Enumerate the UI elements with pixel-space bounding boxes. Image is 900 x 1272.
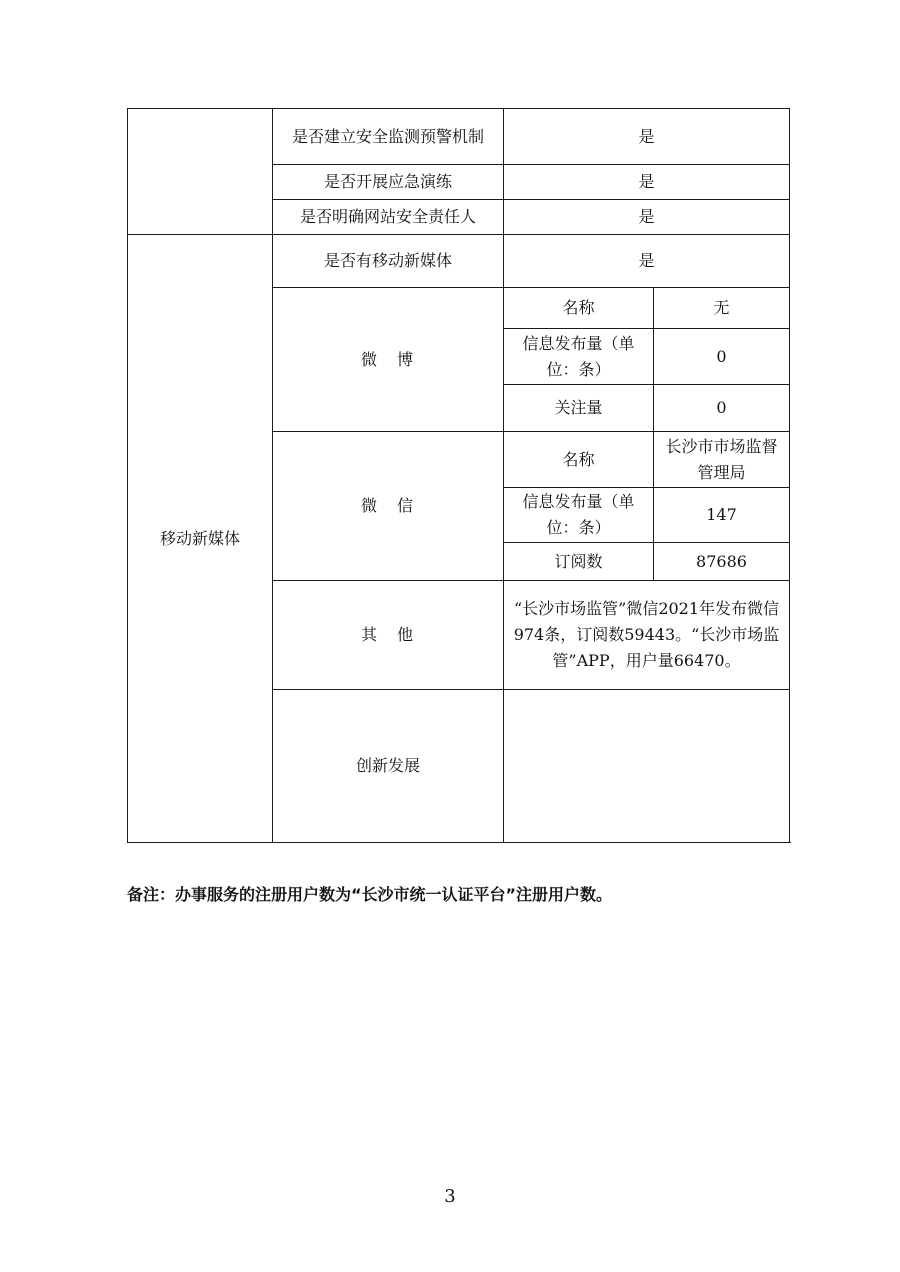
table-row bbox=[128, 109, 790, 165]
other-label: 其 他 bbox=[273, 581, 504, 690]
report-table bbox=[127, 108, 790, 843]
weibo-name-label: 名称 bbox=[504, 288, 654, 329]
section-cell-security bbox=[128, 109, 273, 235]
responsible-value: 是 bbox=[504, 200, 790, 235]
wechat-posts-value: 147 bbox=[654, 488, 790, 543]
has-media-label: 是否有移动新媒体 bbox=[273, 235, 504, 288]
drill-label: 是否开展应急演练 bbox=[273, 165, 504, 200]
footnote: 备注：办事服务的注册用户数为“长沙市统一认证平台”注册用户数。 bbox=[127, 885, 613, 904]
wechat-label: 微 信 bbox=[273, 432, 504, 581]
page-number: 3 bbox=[444, 1186, 456, 1207]
wechat-posts-label: 信息发布量（单位：条） bbox=[504, 488, 654, 543]
table-row bbox=[128, 235, 790, 288]
monitoring-value: 是 bbox=[504, 109, 790, 165]
weibo-posts-value: 0 bbox=[654, 329, 790, 385]
wechat-name-value: 长沙市市场监督管理局 bbox=[654, 432, 790, 488]
innovation-label: 创新发展 bbox=[273, 690, 504, 843]
weibo-name-value: 无 bbox=[654, 288, 790, 329]
weibo-posts-label: 信息发布量（单位：条） bbox=[504, 329, 654, 385]
wechat-subs-value: 87686 bbox=[654, 543, 790, 581]
weibo-label: 微 博 bbox=[273, 288, 504, 432]
monitoring-label: 是否建立安全监测预警机制 bbox=[273, 109, 504, 165]
weibo-follow-value: 0 bbox=[654, 385, 790, 432]
drill-value: 是 bbox=[504, 165, 790, 200]
other-value: “长沙市场监管”微信2021年发布微信974条，订阅数59443。“长沙市场监管”APP，用户量66470。 bbox=[504, 581, 790, 690]
wechat-subs-label: 订阅数 bbox=[504, 543, 654, 581]
weibo-follow-label: 关注量 bbox=[504, 385, 654, 432]
responsible-label: 是否明确网站安全责任人 bbox=[273, 200, 504, 235]
media-section-label: 移动新媒体 bbox=[128, 235, 273, 843]
wechat-name-label: 名称 bbox=[504, 432, 654, 488]
has-media-value: 是 bbox=[504, 235, 790, 288]
innovation-value bbox=[504, 690, 790, 843]
